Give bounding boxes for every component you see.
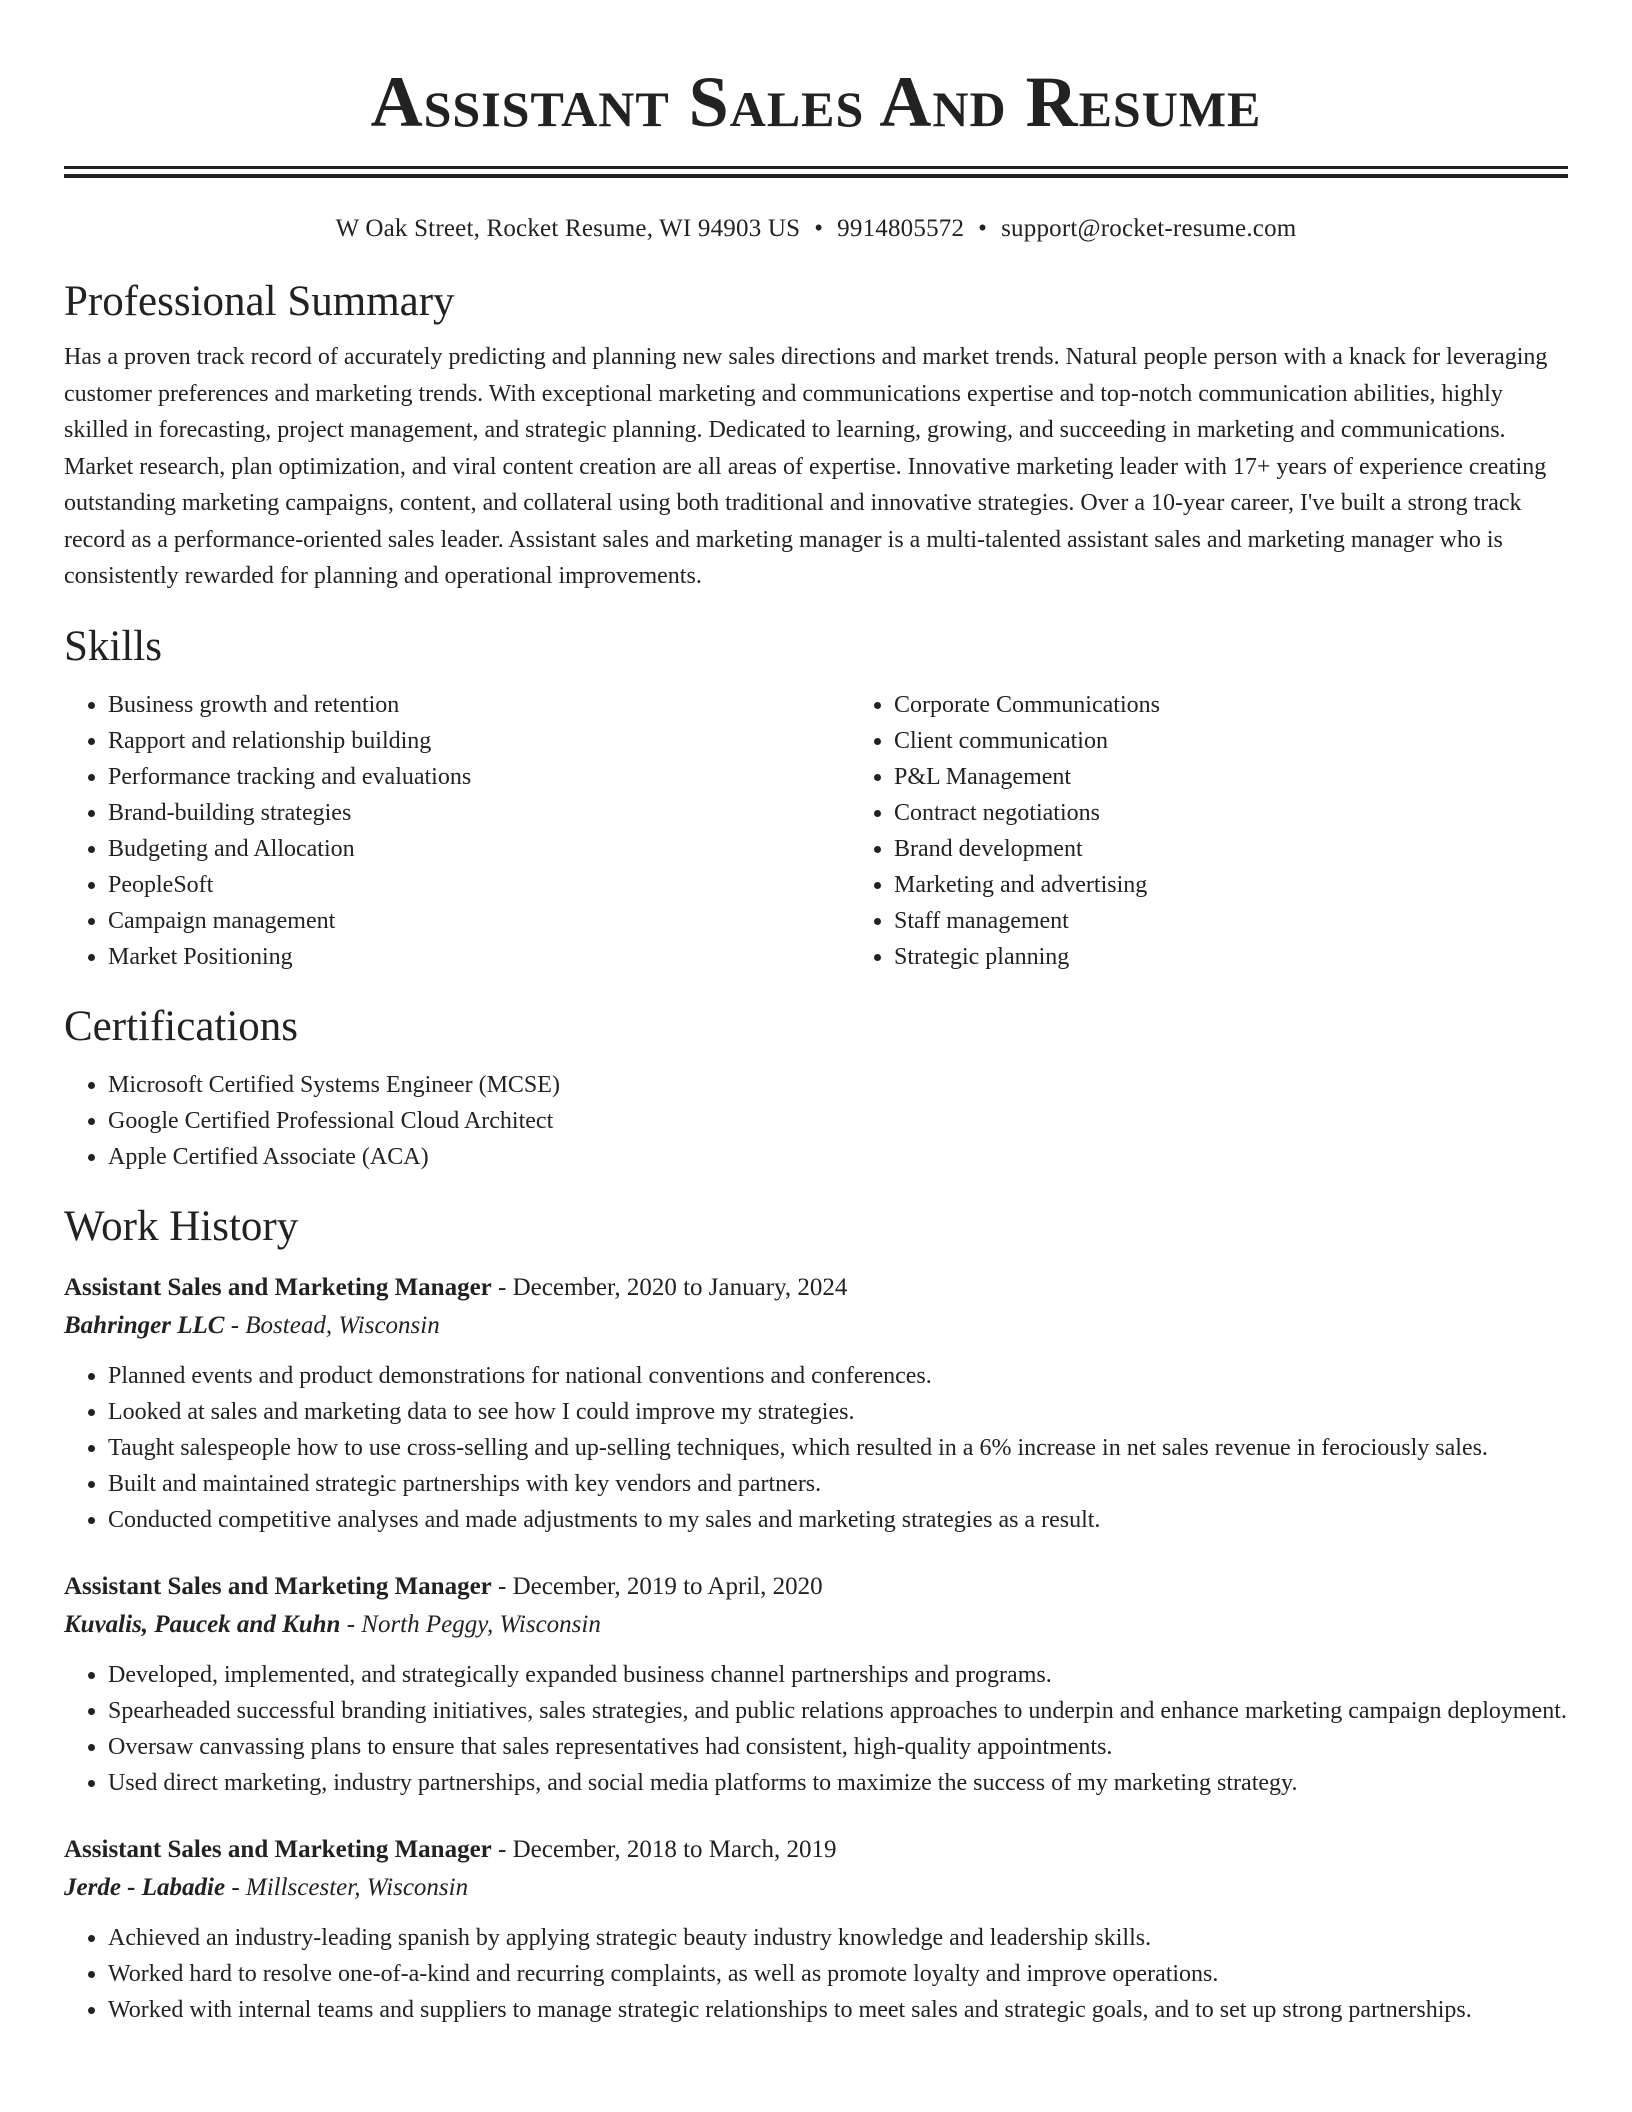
skills-columns — [64, 687, 1568, 975]
job-bullets — [64, 1358, 1568, 1538]
contact-address: W Oak Street, Rocket Resume, WI 94903 US — [335, 215, 801, 242]
job-bullet: • Worked hard to resolve one-of-a-kind and recurring complaints, as well as promote loyalty and improve operations. — [108, 1956, 1568, 1992]
skill-item: • Performance tracking and evaluations — [108, 759, 850, 795]
job-title-line — [64, 1831, 1568, 1869]
skill-item: • Campaign management — [108, 903, 850, 939]
job-company-line — [64, 1869, 1568, 1907]
skill-item: • Rapport and relationship building — [108, 723, 850, 759]
summary-text: Has a proven track record of accurately predicting and planning new sales directions and market trends. Natural people person with a knack for leveraging customer preferences and marketing trends. With exceptional marketing and communications expertise and top-notch communication abilities, highly skilled in forecasting, project management, and strategic planning. Dedicated to learning, growing, and succeeding in marketing and communications. Market research, plan optimization, and viral content creation are all areas of expertise. Innovative marketing leader with 17+ years of experience creating outstanding marketing campaigns, content, and collateral using both traditional and innovative strategies. Over a 10-year career, I've built a strong track record as a performance-oriented sales leader. Assistant sales and marketing manager is a multi-talented assistant sales and marketing manager who is consistently rewarded for planning and operational improvements. — [64, 344, 1548, 589]
job-bullet: • Developed, implemented, and strategically expanded business channel partnerships and programs. — [108, 1657, 1568, 1693]
skill-item: • Corporate Communications — [894, 687, 1632, 723]
contact-line — [64, 212, 1568, 246]
job-bullet: • Oversaw canvassing plans to ensure that sales representatives had consistent, high-quality appointments. — [108, 1729, 1568, 1765]
job-dates: - December, 2020 to January, 2024 — [491, 1273, 848, 1301]
job-title: Assistant Sales and Marketing Manager — [64, 1572, 492, 1600]
skill-item: • Brand-building strategies — [108, 795, 850, 831]
job-company: Jerde - Labadie — [64, 1873, 226, 1901]
skills-left-list — [64, 687, 850, 975]
job-title: Assistant Sales and Marketing Manager — [64, 1273, 492, 1301]
job-bullet: • Looked at sales and marketing data to see how I could improve my strategies. — [108, 1394, 1568, 1430]
job-company: Bahringer LLC — [64, 1311, 225, 1339]
job-bullet: • Planned events and product demonstrations for national conventions and conferences. — [108, 1358, 1568, 1394]
skill-item: • Staff management — [894, 903, 1632, 939]
job-bullets — [64, 1920, 1568, 2028]
job-location: - Bostead, Wisconsin — [224, 1311, 440, 1339]
job-company: Kuvalis, Paucek and Kuhn — [64, 1610, 341, 1638]
job-dates: - December, 2018 to March, 2019 — [491, 1835, 837, 1863]
resume-title: Assistant Sales And Resume — [370, 62, 1262, 142]
job-company-line — [64, 1606, 1568, 1644]
skill-item: • Brand development — [894, 831, 1632, 867]
title-rule-bottom — [64, 174, 1568, 178]
skills-right-list — [850, 687, 1632, 975]
skill-item: • Strategic planning — [894, 939, 1632, 975]
skill-item: • P&L Management — [894, 759, 1632, 795]
job-location: - North Peggy, Wisconsin — [340, 1610, 601, 1638]
skill-item: • PeopleSoft — [108, 867, 850, 903]
skills-heading: Skills — [64, 622, 162, 670]
summary-heading: Professional Summary — [64, 278, 455, 325]
work-history-heading: Work History — [64, 1202, 299, 1250]
skill-item: • Budgeting and Allocation — [108, 831, 850, 867]
job-bullet: • Conducted competitive analyses and made adjustments to my sales and marketing strategies as a result. — [108, 1502, 1568, 1538]
job-company-line — [64, 1307, 1568, 1345]
skill-item: • Marketing and advertising — [894, 867, 1632, 903]
job-title-line — [64, 1568, 1568, 1606]
certification-item: • Apple Certified Associate (ACA) — [108, 1139, 1568, 1175]
job-dates: - December, 2019 to April, 2020 — [491, 1572, 823, 1600]
contact-separator: • — [978, 215, 988, 242]
summary-section — [64, 276, 1568, 595]
skill-item: • Business growth and retention — [108, 687, 850, 723]
job-bullet: • Worked with internal teams and suppliers to manage strategic relationships to meet sales and strategic goals, and to set up strong partnerships. — [108, 1992, 1568, 2028]
job-title: Assistant Sales and Marketing Manager — [64, 1835, 492, 1863]
job-entry — [64, 1831, 1568, 2028]
job-entry — [64, 1269, 1568, 1538]
work-history-section — [64, 1201, 1568, 2028]
certifications-section — [64, 1001, 1568, 1175]
skill-item: • Contract negotiations — [894, 795, 1632, 831]
skill-item: • Client communication — [894, 723, 1632, 759]
contact-phone: 9914805572 — [837, 215, 965, 242]
contact-separator: • — [814, 215, 824, 242]
job-bullets — [64, 1657, 1568, 1801]
job-entry — [64, 1568, 1568, 1801]
title-rule-top — [64, 166, 1568, 169]
job-title-line — [64, 1269, 1568, 1307]
skills-section — [64, 621, 1568, 975]
job-bullet: • Achieved an industry-leading spanish by applying strategic beauty industry knowledge and leadership skills. — [108, 1920, 1568, 1956]
contact-email: support@rocket-resume.com — [1001, 215, 1297, 242]
skill-item: • Market Positioning — [108, 939, 850, 975]
job-bullet: • Taught salespeople how to use cross-selling and up-selling techniques, which resulted in a 6% increase in net sales revenue in ferociously sales. — [108, 1430, 1568, 1466]
job-bullet: • Spearheaded successful branding initiatives, sales strategies, and public relations approaches to underpin and enhance marketing campaign deployment. — [108, 1693, 1568, 1729]
certification-item: • Google Certified Professional Cloud Architect — [108, 1103, 1568, 1139]
certifications-heading: Certifications — [64, 1002, 299, 1050]
job-bullet: • Built and maintained strategic partnerships with key vendors and partners. — [108, 1466, 1568, 1502]
certifications-list — [64, 1067, 1568, 1175]
job-location: - Millscester, Wisconsin — [225, 1873, 469, 1901]
certification-item: • Microsoft Certified Systems Engineer (MCSE) — [108, 1067, 1568, 1103]
job-bullet: • Used direct marketing, industry partnerships, and social media platforms to maximize the success of my marketing strategy. — [108, 1765, 1568, 1801]
